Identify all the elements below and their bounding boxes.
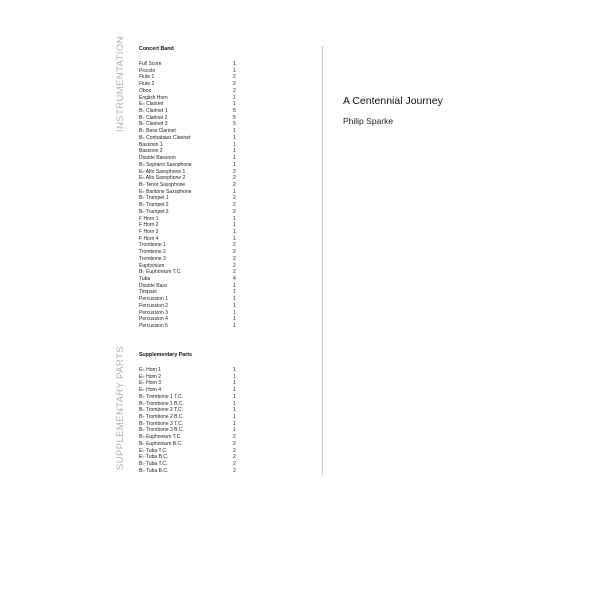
part-row [139,95,239,102]
part-row [139,296,239,303]
part-quantity: 1 [233,414,236,421]
part-quantity: 2 [233,181,236,188]
part-row [139,316,239,323]
part-quantity: 2 [233,74,236,81]
part-name: B♭ Bass Clarinet [139,128,176,135]
part-quantity: 1 [233,289,236,296]
part-quantity: 1 [233,228,236,235]
part-row [139,81,239,88]
part-row [139,283,239,290]
part-name: B♭ Trumpet 3 [139,208,169,215]
part-row [139,323,239,330]
part-quantity: 2 [233,434,236,441]
part-quantity: 1 [233,215,236,222]
part-name: Percussion 5 [139,323,168,330]
part-row [139,169,239,176]
part-row [139,115,239,122]
piece-title: A Centennial Journey [343,95,443,107]
part-row [139,101,239,108]
part-row [139,202,239,209]
part-name: Tuba [139,276,151,282]
part-name: Double Bassoon [139,155,176,162]
part-row [139,74,239,81]
part-name: English Horn [139,94,168,101]
part-quantity: 4 [233,276,236,282]
part-name: Trombone 3 [139,255,166,262]
part-row [139,269,239,276]
part-quantity: 1 [233,302,236,309]
part-quantity: 1 [233,380,236,387]
part-row [139,195,239,202]
part-row [139,209,239,216]
part-row [139,61,239,68]
part-quantity: 2 [233,242,236,249]
part-quantity: 2 [233,195,236,202]
part-quantity: 1 [233,188,236,195]
part-name: F Horn 2 [139,222,159,229]
part-row [139,175,239,182]
part-name: B♭ Trombone 3 T.C. [139,420,183,427]
part-name: B♭ Trombone 2 B.C. [139,414,184,421]
part-quantity: 1 [233,61,236,67]
part-row [139,421,239,428]
part-row [139,229,239,236]
part-name: Flute 1 [139,74,155,81]
part-row [139,374,239,381]
part-row [139,380,239,387]
part-name: E♭ Baritone Saxophone [139,188,192,195]
part-name: B♭ Trombone 2 T.C. [139,407,183,414]
part-row [139,434,239,441]
part-row [139,88,239,95]
part-name: Percussion 2 [139,302,168,309]
supplementary-parts-heading: Supplementary Parts [139,352,192,358]
part-name: B♭ Euphonium T.C. [139,434,182,441]
part-row [139,256,239,263]
part-quantity: 2 [233,249,236,256]
part-quantity: 1 [233,296,236,303]
part-quantity: 1 [233,309,236,316]
part-quantity: 1 [233,407,236,414]
part-quantity: 1 [233,282,236,289]
part-name: E♭ Horn 3 [139,380,162,387]
part-row [139,461,239,468]
part-quantity: 1 [233,148,236,155]
part-row [139,189,239,196]
part-name: E♭ Horn 1 [139,367,162,373]
part-row [139,142,239,149]
part-quantity: 1 [233,323,236,330]
part-name: B♭ Clarinet 3 [139,121,168,128]
part-quantity: 2 [233,440,236,447]
part-quantity: 2 [233,175,236,182]
part-quantity: 2 [233,81,236,88]
part-name: B♭ Tuba B.C. [139,467,169,474]
instrumentation-side-label: INSTRUMENTATION [115,36,126,132]
part-quantity: 5 [233,114,236,121]
part-name: B♭ Clarinet 2 [139,114,168,121]
part-row [139,448,239,455]
part-name: F Horn 1 [139,215,159,222]
part-quantity: 1 [233,155,236,162]
part-name: E♭ Alto Saxophone 1 [139,168,186,175]
part-name: Timpani [139,289,157,296]
part-quantity: 1 [233,101,236,108]
part-quantity: 2 [233,461,236,468]
part-name: Percussion 4 [139,316,168,323]
part-row [139,242,239,249]
part-name: E♭ Tuba B.C. [139,454,169,461]
part-name: Percussion 1 [139,296,168,303]
part-name: Double Bass [139,282,168,289]
part-row [139,182,239,189]
part-quantity: 1 [233,420,236,427]
part-quantity: 1 [233,67,236,74]
part-row [139,222,239,229]
part-row [139,427,239,434]
part-name: B♭ Clarinet 1 [139,108,168,115]
part-name: E♭ Horn 4 [139,387,162,394]
part-quantity: 1 [233,222,236,229]
part-row [139,135,239,142]
part-name: B♭ Trumpet 2 [139,202,169,209]
part-quantity: 1 [233,235,236,242]
part-quantity: 1 [233,128,236,135]
part-name: B♭ Trumpet 1 [139,195,169,202]
part-quantity: 2 [233,255,236,262]
vertical-divider [322,46,323,476]
part-name: Oboe [139,87,152,94]
part-quantity: 2 [233,467,236,474]
part-name: Trombone 1 [139,242,166,249]
concert-band-heading: Concert Band [139,46,174,52]
part-name: B♭ Euphonium B.C. [139,440,183,447]
part-name: Piccolo [139,67,156,74]
part-row [139,162,239,169]
part-name: B♭ Trombone 1 B.C. [139,400,184,407]
part-quantity: 5 [233,108,236,115]
part-quantity: 2 [233,87,236,94]
part-row [139,387,239,394]
part-row [139,468,239,475]
part-row [139,128,239,135]
part-name: Flute 2 [139,81,155,88]
part-name: B♭ Trombone 3 B.C. [139,427,184,434]
supplementary-parts-list [139,367,239,475]
part-quantity: 1 [233,373,236,380]
part-name: F Horn 4 [139,235,159,242]
part-row [139,263,239,270]
part-row [139,148,239,155]
composer-name: Philip Sparke [343,116,394,126]
part-name: B♭ Tenor Saxophone [139,181,186,188]
part-quantity: 2 [233,168,236,175]
part-quantity: 2 [233,208,236,215]
part-name: E♭ Alto Saxophone 2 [139,175,186,182]
part-quantity: 5 [233,121,236,128]
part-quantity: 1 [233,94,236,101]
part-name: B♭ Euphonium T.C. [139,269,182,276]
part-row [139,394,239,401]
part-quantity: 1 [233,141,236,148]
part-row [139,441,239,448]
part-name: B♭ Trombone 1 T.C. [139,393,183,400]
part-quantity: 1 [233,400,236,407]
part-name: F Horn 3 [139,228,159,235]
part-row [139,249,239,256]
part-quantity: 1 [233,316,236,323]
part-row [139,276,239,283]
part-quantity: 2 [233,202,236,209]
part-row [139,407,239,414]
part-name: B♭ Contrabass Clarinet [139,134,191,141]
supplementary-side-label: SUPPLEMENTARY PARTS [115,346,126,470]
part-name: E♭ Clarinet [139,101,164,108]
part-row [139,367,239,374]
part-row [139,216,239,223]
part-quantity: 1 [233,427,236,434]
part-name: Full Score [139,61,162,67]
part-name: B♭ Soprano Saxophone [139,161,192,168]
part-name: Bassoon 1 [139,141,163,148]
part-name: B♭ Tuba T.C. [139,461,168,468]
concert-band-parts-list [139,61,239,330]
part-quantity: 2 [233,447,236,454]
part-quantity: 2 [233,454,236,461]
part-row [139,108,239,115]
part-row [139,289,239,296]
part-row [139,236,239,243]
part-name: Euphonium [139,262,165,269]
part-row [139,310,239,317]
part-name: Percussion 3 [139,309,168,316]
part-row [139,68,239,75]
part-row [139,401,239,408]
part-row [139,414,239,421]
part-quantity: 1 [233,134,236,141]
part-row [139,454,239,461]
part-row [139,303,239,310]
part-quantity: 2 [233,262,236,269]
part-row [139,121,239,128]
part-name: E♭ Horn 2 [139,373,162,380]
part-name: Trombone 2 [139,249,166,256]
part-quantity: 1 [233,387,236,394]
part-quantity: 1 [233,393,236,400]
part-quantity: 1 [233,367,236,373]
part-quantity: 1 [233,161,236,168]
part-name: E♭ Tuba T.C. [139,447,168,454]
part-row [139,155,239,162]
part-name: Bassoon 2 [139,148,163,155]
part-quantity: 2 [233,269,236,276]
